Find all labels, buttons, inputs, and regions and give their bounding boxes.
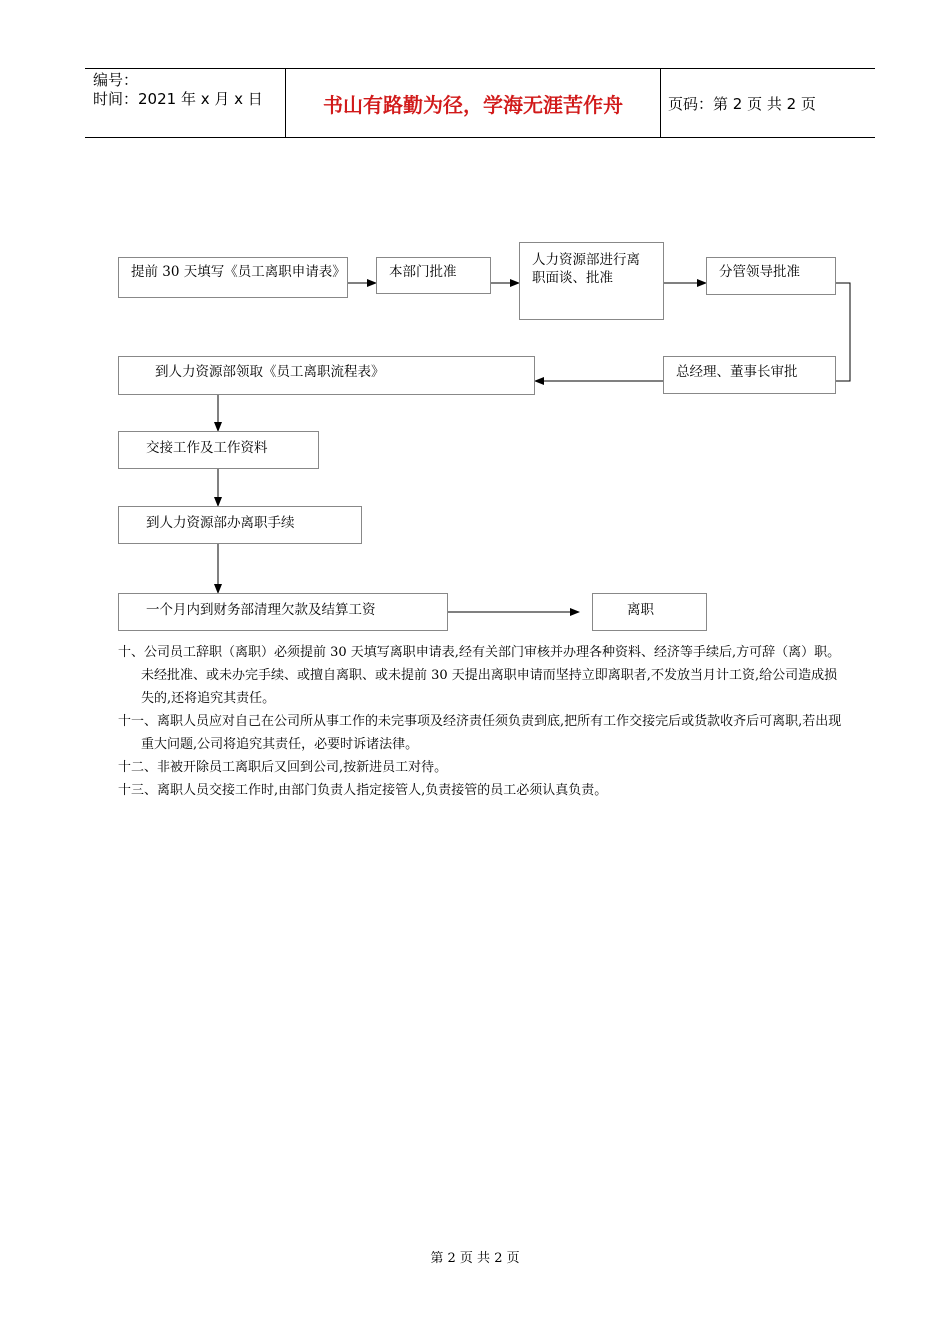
clause-13: 十三、离职人员交接工作时,由部门负责人指定接管人,负责接管的员工必须认真负责。 xyxy=(118,783,608,798)
clauses xyxy=(118,641,848,802)
flow-step-hr-procedures: 到人力资源部办离职手续 xyxy=(118,506,362,544)
connector-4-5 xyxy=(836,283,850,381)
flow-step-finance-settlement: 一个月内到财务部清理欠款及结算工资 xyxy=(118,593,448,631)
flow-step-fill-application: 提前 30 天填写《员工离职申请表》 xyxy=(118,257,348,298)
flowchart-connectors xyxy=(0,0,950,640)
flow-step-hr-interview: 人力资源部进行离职面谈、批准 xyxy=(519,242,664,320)
page-label: 页码：第 2 页 共 2 页 xyxy=(668,94,816,113)
flow-step-department-approval: 本部门批准 xyxy=(376,257,491,294)
flow-step-gm-chairman-approval: 总经理、董事长审批 xyxy=(663,356,836,394)
clause-11: 十一、离职人员应对自己在公司所从事工作的未完事项及经济责任须负责到底,把所有工作交接完后或货款收齐后可离职,若出现重大问题,公司将追究其责任，必要时诉诸法律。 xyxy=(118,714,842,752)
number-label: 编号： xyxy=(93,71,139,89)
clause-10: 十、公司员工辞职（离职）必须提前 30 天填写离职申请表,经有关部门审核并办理各种资料、经济等手续后,方可辞（离）职。未经批准、或未办完手续、或擅自离职、或未提前 30 天提出离职申请而坚持立即离职者,不发放当月计工资,给公司造成损失的,还将追究其责任。 xyxy=(118,645,841,706)
flow-step-resign: 离职 xyxy=(592,593,707,631)
flow-step-handover: 交接工作及工作资料 xyxy=(118,431,319,469)
page-footer: 第 2 页 共 2 页 xyxy=(430,1251,520,1266)
time-label: 时间：2021 年 x 月 x 日 xyxy=(93,90,263,108)
motto: 书山有路勤为径，学海无涯苦作舟 xyxy=(285,69,661,137)
flow-step-collect-flow-form: 到人力资源部领取《员工离职流程表》 xyxy=(118,356,535,395)
flow-step-supervisor-approval: 分管领导批准 xyxy=(706,257,836,295)
clause-12: 十二、非被开除员工离职后又回到公司,按新进员工对待。 xyxy=(118,760,448,775)
